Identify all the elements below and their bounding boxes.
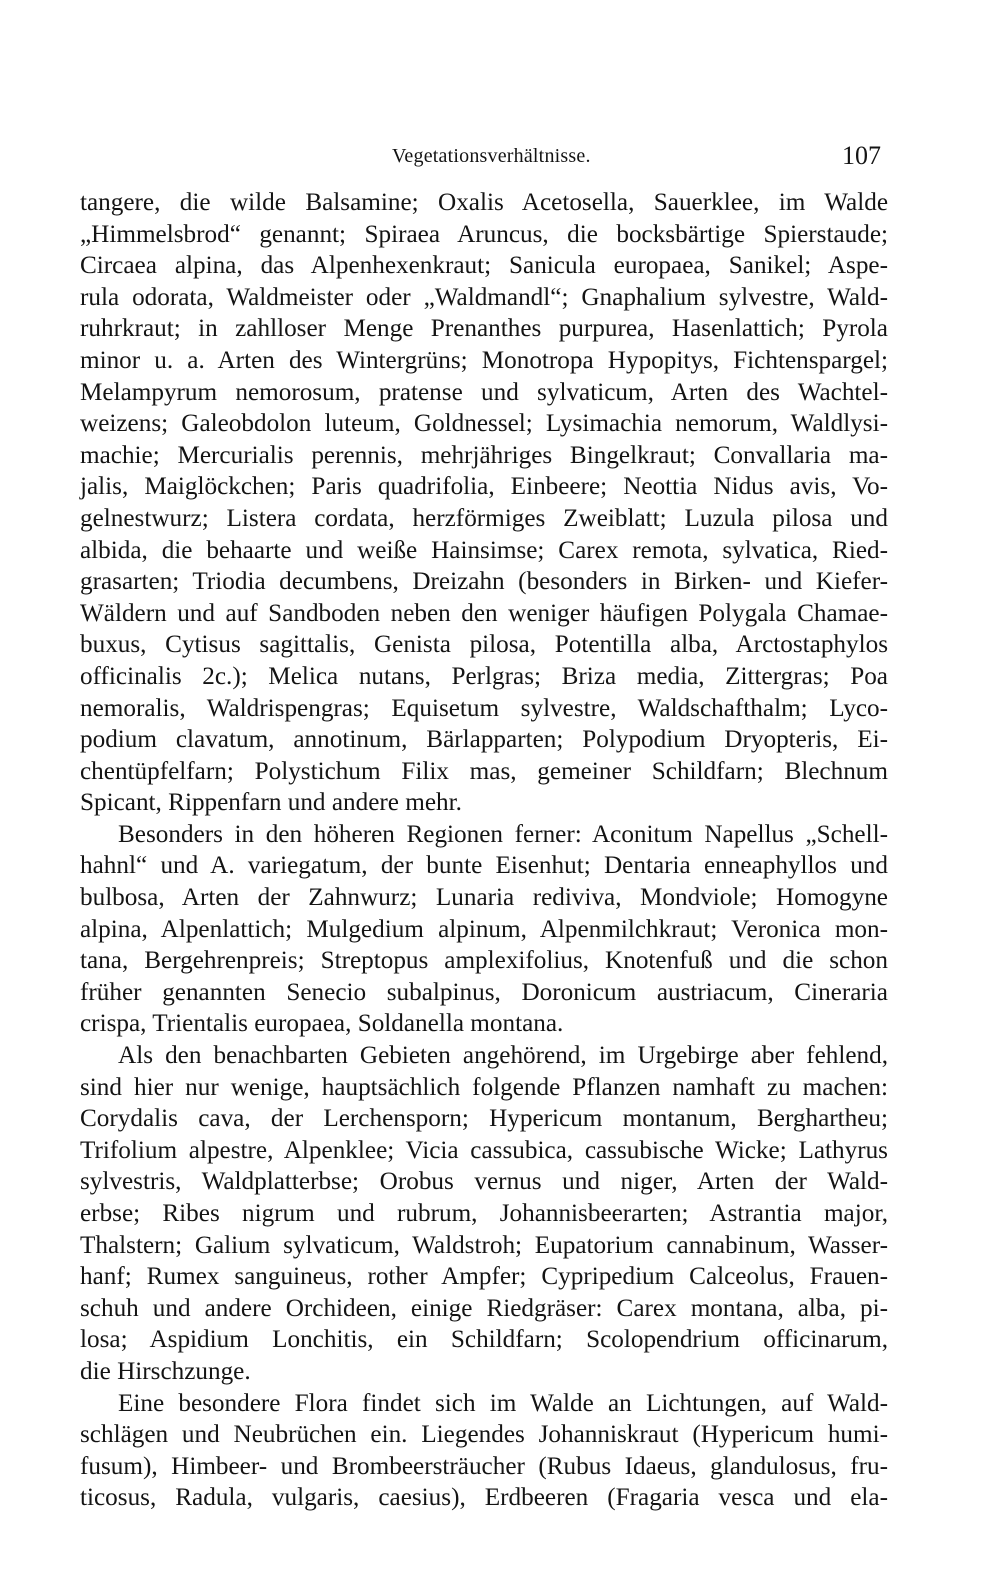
text-line: albida, die behaarte und weiße Hainsimse; Carex remota, sylvatica, Ried- [80, 536, 888, 564]
text-line: officinalis 2c.); Melica nutans, Perlgras; Briza media, Zittergras; Poa [80, 662, 888, 690]
text-line: machie; Mercurialis perennis, mehrjähriges Bingelkraut; Convallaria ma- [80, 441, 888, 469]
text-line: Thalstern; Galium sylvaticum, Waldstroh; Eupatorium cannabinum, Wasser- [80, 1231, 888, 1259]
text-line: buxus, Cytisus sagittalis, Genista pilosa, Potentilla alba, Arctostaphylos [80, 631, 888, 659]
text-line: sylvestris, Waldplatterbse; Orobus vernus und niger, Arten der Wald- [80, 1168, 888, 1196]
text-line: Spicant, Rippenfarn und andere mehr. [80, 789, 462, 817]
text-line: minor u. a. Arten des Wintergrüns; Monotropa Hypopitys, Fichtenspargel; [80, 346, 888, 374]
text-line: chentüpfelfarn; Polystichum Filix mas, gemeiner Schildfarn; Blechnum [80, 757, 888, 785]
page-number: 107 [842, 141, 881, 170]
text-line: schuh und andere Orchideen, einige Riedgräser: Carex montana, alba, pi- [80, 1294, 888, 1322]
text-line: Besonders in den höheren Regionen ferner: Aconitum Napellus „Schell- [118, 820, 888, 848]
text-line: erbse; Ribes nigrum und rubrum, Johannisbeerarten; Astrantia major, [80, 1200, 888, 1227]
text-line: Melampyrum nemorosum, pratense und sylvaticum, Arten des Wachtel- [80, 378, 888, 406]
text-line: Eine besondere Flora findet sich im Walde an Lichtungen, auf Wald- [118, 1389, 888, 1417]
text-line: losa; Aspidium Lonchitis, ein Schildfarn; Scolopendrium officinarum, [80, 1326, 888, 1354]
running-title: Vegetationsverhältnisse. [392, 145, 591, 167]
text-line: tangere, die wilde Balsamine; Oxalis Acetosella, Sauerklee, im Walde [80, 189, 888, 216]
body-text [80, 187, 888, 1514]
text-line: Als den benachbarten Gebieten angehörend, im Urgebirge aber fehlend, [118, 1042, 888, 1070]
text-line: schlägen und Neubrüchen ein. Liegendes Johanniskraut (Hypericum humi- [80, 1421, 888, 1449]
text-line: hanf; Rumex sanguineus, rother Ampfer; Cypripedium Calceolus, Frauen- [80, 1263, 888, 1291]
text-line: rula odorata, Waldmeister oder „Waldmandl“; Gnaphalium sylvestre, Wald- [80, 283, 888, 311]
text-line: nemoralis, Waldrispengras; Equisetum sylvestre, Waldschafthalm; Lyco- [80, 694, 888, 722]
text-line: früher genannten Senecio subalpinus, Doronicum austriacum, Cineraria [80, 978, 888, 1006]
text-line: fusum), Himbeer- und Brombeersträucher (Rubus Idaeus, glandulosus, fru- [80, 1452, 888, 1480]
text-line: jalis, Maiglöckchen; Paris quadrifolia, Einbeere; Neottia Nidus avis, Vo- [80, 473, 888, 501]
text-line: Wäldern und auf Sandboden neben den weniger häufigen Polygala Chamae- [80, 599, 888, 627]
text-line: Circaea alpina, das Alpenhexenkraut; Sanicula europaea, Sanikel; Aspe- [80, 252, 888, 280]
text-line: die Hirschzunge. [80, 1357, 251, 1385]
text-line: „Himmelsbrod“ genannt; Spiraea Aruncus, die bocksbärtige Spierstaude; [80, 220, 888, 248]
text-line: gelnestwurz; Listera cordata, herzförmiges Zweiblatt; Luzula pilosa und [80, 504, 888, 532]
text-line: bulbosa, Arten der Zahnwurz; Lunaria rediviva, Mondviole; Homogyne [80, 884, 888, 912]
text-line: hahnl“ und A. variegatum, der bunte Eisenhut; Dentaria enneaphyllos und [80, 852, 888, 880]
text-line: alpina, Alpenlattich; Mulgedium alpinum, Alpenmilchkraut; Veronica mon- [80, 915, 888, 943]
text-line: podium clavatum, annotinum, Bärlapparten; Polypodium Dryopteris, Ei- [80, 726, 888, 754]
text-line: weizens; Galeobdolon luteum, Goldnessel; Lysimachia nemorum, Waldlysi- [80, 410, 888, 438]
text-line: ruhrkraut; in zahlloser Menge Prenanthes purpurea, Hasenlattich; Pyrola [80, 315, 888, 343]
text-line: sind hier nur wenige, hauptsächlich folgende Pflanzen namhaft zu machen: [80, 1073, 888, 1101]
text-line: ticosus, Radula, vulgaris, caesius), Erdbeeren (Fragaria vesca und ela- [80, 1484, 888, 1512]
text-line: Corydalis cava, der Lerchensporn; Hypericum montanum, Berghartheu; [80, 1105, 888, 1133]
text-line: Trifolium alpestre, Alpenklee; Vicia cassubica, cassubische Wicke; Lathyrus [80, 1136, 888, 1164]
text-line: crispa, Trientalis europaea, Soldanella montana. [80, 1010, 564, 1038]
text-line: tana, Bergehrenpreis; Streptopus amplexifolius, Knotenfuß und die schon [80, 947, 888, 975]
text-line: grasarten; Triodia decumbens, Dreizahn (besonders in Birken- und Kiefer- [80, 568, 888, 596]
